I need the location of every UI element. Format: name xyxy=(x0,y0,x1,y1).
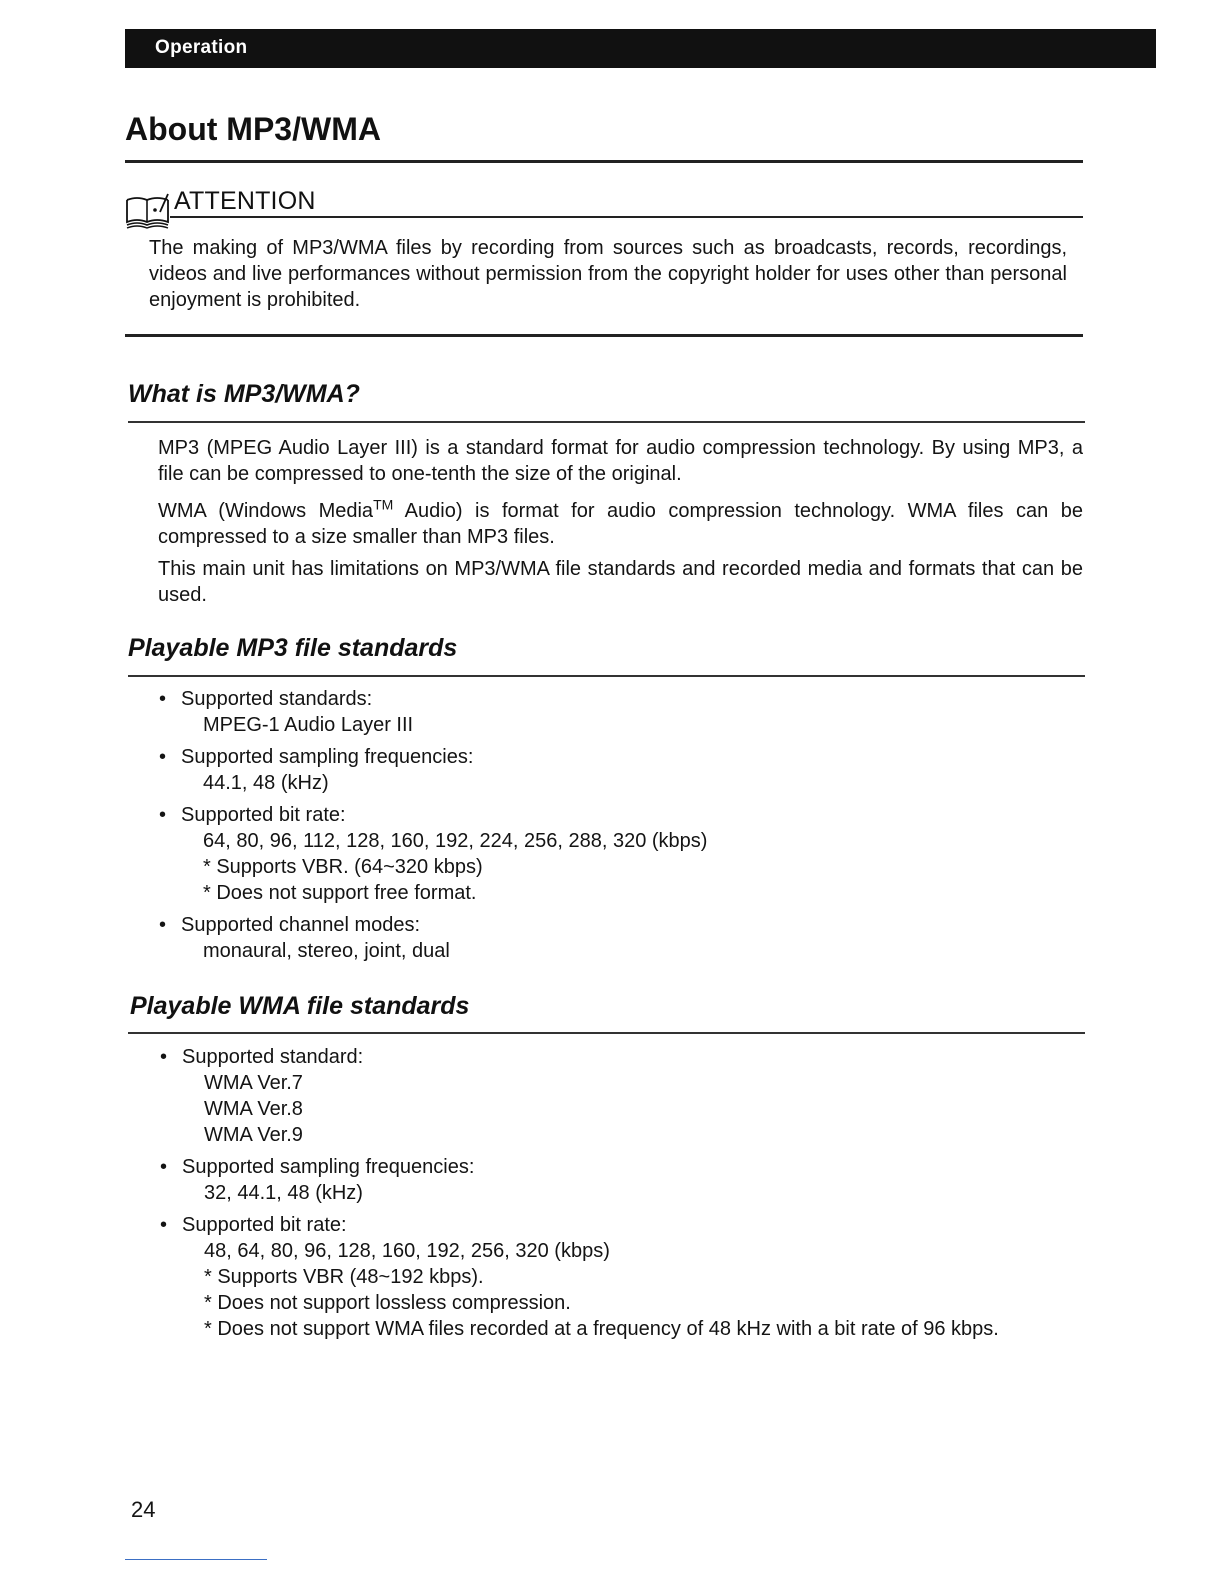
section-header-bar xyxy=(125,29,1156,68)
what-is-paragraph-2 xyxy=(158,498,1083,550)
attention-label: ATTENTION xyxy=(174,187,316,215)
list-item xyxy=(160,1154,1082,1206)
attention-book-icon xyxy=(124,192,172,232)
p2-before: WMA (Windows Media xyxy=(158,500,374,522)
wma-standards-list xyxy=(160,1044,1082,1342)
bullet-values xyxy=(182,1070,1082,1148)
list-item xyxy=(159,744,1081,796)
bullet-values xyxy=(181,712,1081,738)
bullet-value: MPEG-1 Audio Layer III xyxy=(203,714,414,736)
bullet-values xyxy=(181,938,1081,964)
list-item xyxy=(159,686,1081,738)
p2-after: Audio) is format for audio compression technology. WMA files can be compressed to a size smaller than MP3 files. xyxy=(158,500,1083,548)
list-item xyxy=(159,802,1081,906)
bullet-label: Supported sampling frequencies: xyxy=(182,1156,475,1178)
attention-text: The making of MP3/WMA files by recording from sources such as broadcasts, records, recordings, videos and live performances without permission from the copyright holder for uses other than personal enjoyment is prohibited. xyxy=(149,237,1067,311)
wma-rule xyxy=(128,1032,1085,1034)
bullet-values xyxy=(181,828,1081,906)
bullet-dot: • xyxy=(159,914,167,936)
list-item xyxy=(159,912,1081,964)
bullet-dot: • xyxy=(159,688,167,710)
bullet-value: * Supports VBR (48~192 kbps). xyxy=(204,1266,484,1288)
wma-heading: Playable WMA file standards xyxy=(130,992,470,1020)
bullet-value: WMA Ver.7 xyxy=(204,1072,303,1094)
bullet-label: Supported bit rate: xyxy=(181,804,346,826)
bullet-value: * Supports VBR. (64~320 kbps) xyxy=(203,856,483,878)
bullet-value: WMA Ver.9 xyxy=(204,1124,303,1146)
what-is-rule xyxy=(128,421,1085,423)
bullet-value: * Does not support WMA files recorded at a frequency of 48 kHz with a bit rate of 96 kbps. xyxy=(204,1318,999,1340)
mp3-standards-list xyxy=(159,686,1081,964)
bullet-value: 32, 44.1, 48 (kHz) xyxy=(204,1182,363,1204)
bullet-value: monaural, stereo, joint, dual xyxy=(203,940,450,962)
list-item xyxy=(160,1044,1082,1148)
bullet-label: Supported bit rate: xyxy=(182,1214,347,1236)
title-rule xyxy=(125,160,1083,163)
bullet-dot: • xyxy=(159,746,167,768)
bullet-values xyxy=(182,1180,1082,1206)
attention-rule xyxy=(170,216,1083,218)
mp3-heading: Playable MP3 file standards xyxy=(128,634,458,662)
what-is-paragraph-3: This main unit has limitations on MP3/WMA file standards and recorded media and formats that can be used. xyxy=(158,558,1083,606)
bullet-value: * Does not support lossless compression. xyxy=(204,1292,571,1314)
section-header-label: Operation xyxy=(155,37,248,58)
page-number: 24 xyxy=(131,1497,156,1522)
bullet-value: 44.1, 48 (kHz) xyxy=(203,772,329,794)
what-is-heading: What is MP3/WMA? xyxy=(128,380,360,408)
attention-bottom-rule xyxy=(125,334,1083,337)
bullet-value: 64, 80, 96, 112, 128, 160, 192, 224, 256, 288, 320 (kbps) xyxy=(203,830,708,852)
mp3-rule xyxy=(128,675,1085,677)
bullet-values xyxy=(182,1238,1082,1342)
page-title: About MP3/WMA xyxy=(125,111,381,147)
bullet-values xyxy=(181,770,1081,796)
bullet-label: Supported sampling frequencies: xyxy=(181,746,474,768)
bullet-dot: • xyxy=(160,1156,168,1178)
bullet-value: 48, 64, 80, 96, 128, 160, 192, 256, 320 (kbps) xyxy=(204,1240,610,1262)
what-is-paragraph-1: MP3 (MPEG Audio Layer III) is a standard format for audio compression technology. By using MP3, a file can be compressed to one-tenth the size of the original. xyxy=(158,437,1083,485)
bullet-label: Supported channel modes: xyxy=(181,914,421,936)
bullet-dot: • xyxy=(159,804,167,826)
bullet-label: Supported standards: xyxy=(181,688,373,710)
bullet-dot: • xyxy=(160,1046,168,1068)
bullet-dot: • xyxy=(160,1214,168,1236)
bullet-label: Supported standard: xyxy=(182,1046,364,1068)
trademark-superscript: TM xyxy=(373,496,394,513)
bullet-value: * Does not support free format. xyxy=(203,882,477,904)
bullet-value: WMA Ver.8 xyxy=(204,1098,303,1120)
list-item xyxy=(160,1212,1082,1342)
footer-line xyxy=(125,1559,267,1560)
